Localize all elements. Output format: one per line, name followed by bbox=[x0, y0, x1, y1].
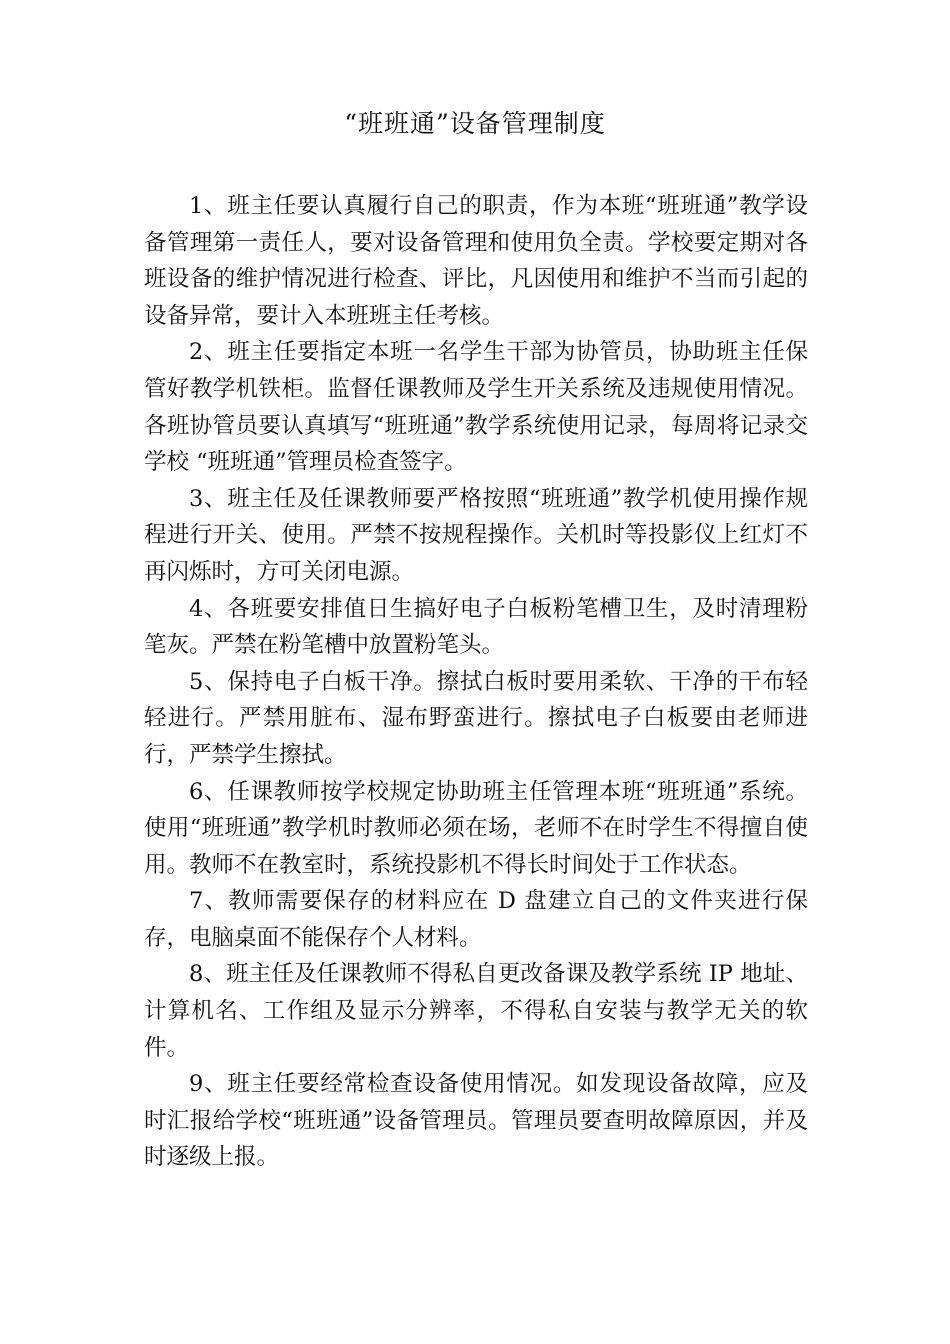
rule-paragraph-2: 2、班主任要指定本班一名学生干部为协管员，协助班主任保管好教学机铁柜。监督任课教师及学生开关系统及违规使用情况。各班协管员要认真填写“班班通”教学系统使用记录，每周将记录交学校 “班班通”管理员检查签字。 bbox=[144, 339, 808, 476]
rule-paragraph-4: 4、各班要安排值日生搞好电子白板粉笔槽卫生，及时清理粉笔灰。严禁在粉笔槽中放置粉笔头。 bbox=[144, 595, 808, 659]
rule-paragraph-1: 1、班主任要认真履行自己的职责，作为本班“班班通”教学设备管理第一责任人，要对设备管理和使用负全责。学校要定期对各班设备的维护情况进行检查、评比，凡因使用和维护不当而引起的设备异常，要计入本班班主任考核。 bbox=[144, 193, 808, 329]
rule-paragraph-5: 5、保持电子白板干净。擦拭白板时要用柔软、干净的干布轻轻进行。严禁用脏布、湿布野蛮进行。擦拭电子白板要由老师进行，严禁学生擦拭。 bbox=[144, 668, 808, 768]
rule-paragraph-9: 9、班主任要经常检查设备使用情况。如发现设备故障，应及时汇报给学校“班班通”设备管理员。管理员要查明故障原因，并及时逐级上报。 bbox=[144, 1071, 808, 1171]
document-title: “班班通”设备管理制度 bbox=[344, 109, 606, 138]
rule-paragraph-3: 3、班主任及任课教师要严格按照“班班通”教学机使用操作规程进行开关、使用。严禁不按规程操作。关机时等投影仪上红灯不再闪烁时，方可关闭电源。 bbox=[144, 485, 808, 585]
rule-paragraph-6: 6、任课教师按学校规定协助班主任管理本班“班班通”系统。使用“班班通”教学机时教师必须在场，老师不在时学生不得擅自使用。教师不在教室时，系统投影机不得长时间处于工作状态。 bbox=[144, 778, 808, 878]
rule-paragraph-7: 7、教师需要保存的材料应在 D 盘建立自己的文件夹进行保存，电脑桌面不能保存个人材料。 bbox=[144, 888, 808, 951]
rule-paragraph-8: 8、班主任及任课教师不得私自更改备课及教学系统 IP 地址、计算机名、工作组及显示分辨率，不得私自安装与教学无关的软件。 bbox=[144, 961, 808, 1061]
document-body bbox=[144, 188, 808, 1176]
